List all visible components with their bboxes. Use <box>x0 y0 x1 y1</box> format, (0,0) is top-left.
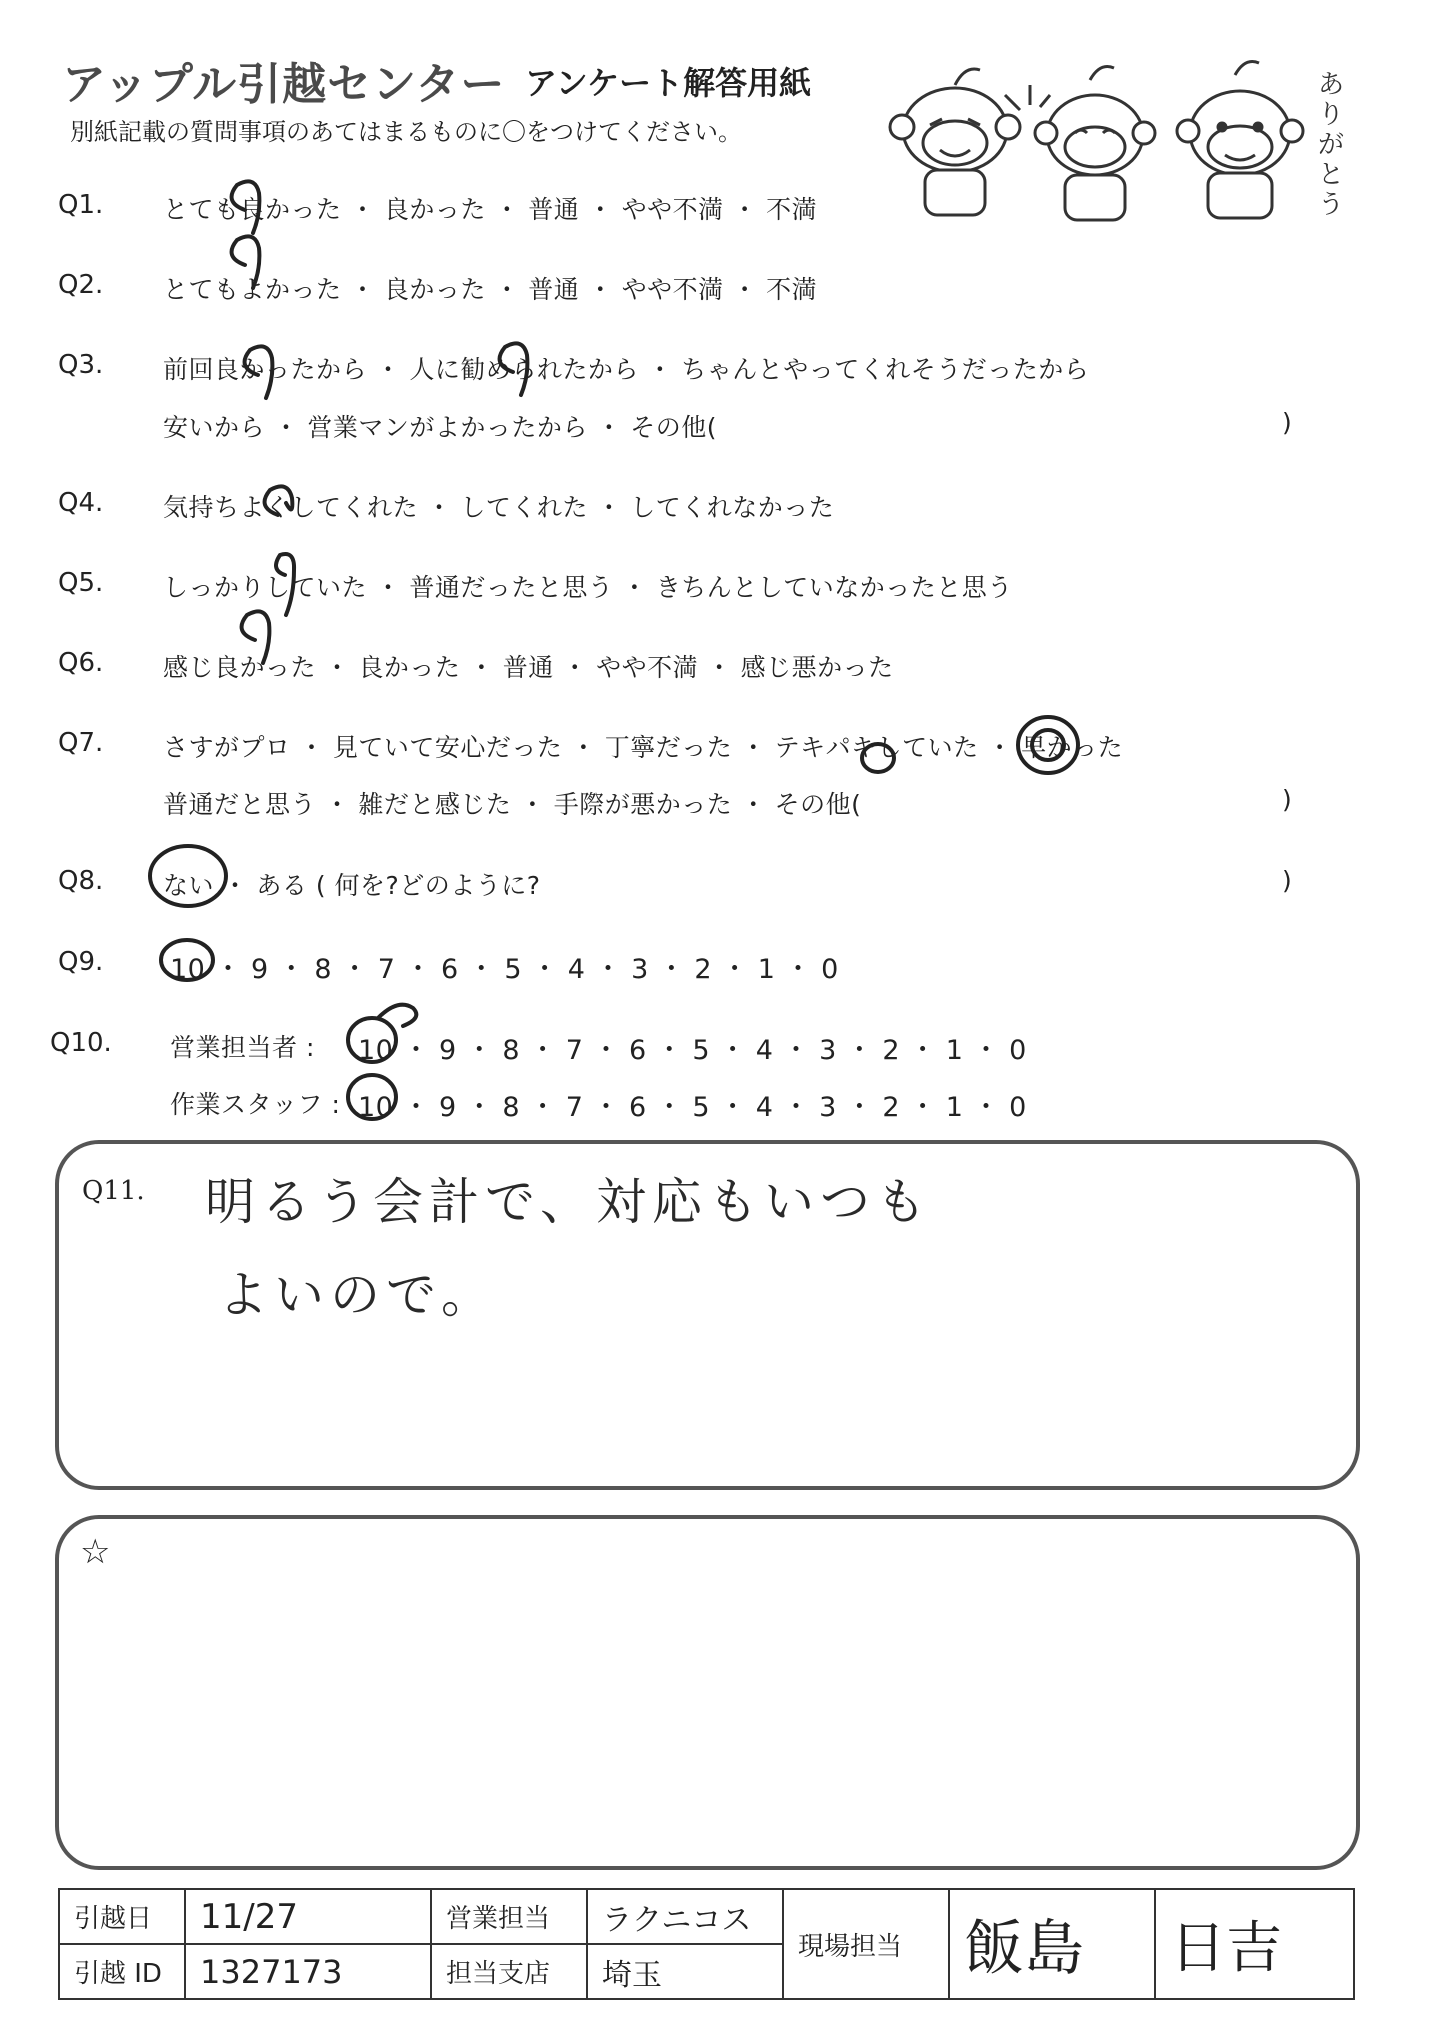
sales-label: 営業担当 <box>431 1889 587 1944</box>
mark-q7b <box>1018 717 1078 773</box>
q3-options-line1: 前回良かったから ・ 人に勧められたから ・ ちゃんとやってくれそうだったから <box>163 355 1090 384</box>
q7-options-line2: 普通だと思う ・ 雑だと感じた ・ 手際が悪かった ・ その他( <box>163 790 862 819</box>
mark-q10-sales <box>348 1018 396 1062</box>
q1-options: とても良かった ・ 良かった ・ 普通 ・ やや不満 ・ 不満 <box>163 195 818 224</box>
mark-q1 <box>232 181 260 233</box>
mark-q5 <box>276 554 294 615</box>
q10-staff-label: 作業スタッフ : <box>170 1090 341 1119</box>
q2-label: Q2. <box>58 270 104 300</box>
mark-q8 <box>150 846 226 906</box>
star-icon: ☆ <box>80 1532 111 1572</box>
mark-q3a <box>245 346 273 398</box>
mark-q6 <box>242 611 270 663</box>
move-id-label: 引越 ID <box>59 1944 185 1999</box>
branch-value: 埼玉 <box>587 1944 783 1999</box>
q8-close-paren: ) <box>1282 866 1292 895</box>
q1-label: Q1. <box>58 190 104 220</box>
sales-value: ラクニコス <box>587 1889 783 1944</box>
q3-label: Q3. <box>58 350 104 380</box>
form-subtitle: アンケート解答用紙 <box>525 64 812 102</box>
mark-q3b <box>500 343 528 395</box>
q5-label: Q5. <box>58 568 104 598</box>
mark-q4 <box>265 486 293 515</box>
mark-q7b-inner <box>1032 730 1064 760</box>
branch-label: 担当支店 <box>431 1944 587 1999</box>
mark-q9 <box>161 940 213 980</box>
q8-label: Q8. <box>58 866 104 896</box>
q6-options: 感じ良かった ・ 良かった ・ 普通 ・ やや不満 ・ 感じ悪かった <box>163 653 894 682</box>
q3-options-line2: 安いから ・ 営業マンがよかったから ・ その他( <box>163 413 718 442</box>
mark-q7a <box>862 744 894 772</box>
form-title: アップル引越センター <box>62 59 506 110</box>
mascot-caption: ありがとう <box>1318 70 1345 220</box>
q11-handwritten-line2: よいので。 <box>218 1266 497 1324</box>
q10-sales-label: 営業担当者 : <box>170 1033 315 1062</box>
site-value-2: 日吉 <box>1155 1889 1354 1999</box>
q4-options: 気持ちよくしてくれた ・ してくれた ・ してくれなかった <box>163 493 835 522</box>
star-comment-box <box>55 1515 1360 1870</box>
q8-options: ない ・ ある ( 何を?どのように? <box>163 871 541 900</box>
q11-label: Q11. <box>82 1176 145 1206</box>
move-date-label: 引越日 <box>59 1889 185 1944</box>
q11-handwritten-line1: 明るう会計で、対応もいつも <box>205 1173 932 1231</box>
q9-label: Q9. <box>58 947 104 977</box>
move-id-value: 1327173 <box>185 1944 431 1999</box>
form-instruction: 別紙記載の質問事項のあてはまるものに〇をつけてください。 <box>70 118 742 146</box>
q10-label: Q10. <box>50 1028 112 1058</box>
q10-sales-scale: 10 ・ 9 ・ 8 ・ 7 ・ 6 ・ 5 ・ 4 ・ 3 ・ 2 ・ 1 ・ 0 <box>358 1035 1027 1066</box>
q3-close-paren: ) <box>1282 408 1292 437</box>
q9-scale: 10 ・ 9 ・ 8 ・ 7 ・ 6 ・ 5 ・ 4 ・ 3 ・ 2 ・ 1 ・ 0 <box>170 954 839 985</box>
q7-label: Q7. <box>58 728 104 758</box>
q2-options: とてもよかった ・ 良かった ・ 普通 ・ やや不満 ・ 不満 <box>163 275 818 304</box>
move-date-value: 11/27 <box>185 1889 431 1944</box>
q10-staff-scale: 10 ・ 9 ・ 8 ・ 7 ・ 6 ・ 5 ・ 4 ・ 3 ・ 2 ・ 1 ・ 0 <box>358 1092 1027 1123</box>
move-info-table <box>58 1888 1355 2000</box>
q7-close-paren: ) <box>1282 785 1292 814</box>
mark-q10-staff <box>348 1075 396 1119</box>
q6-label: Q6. <box>58 648 104 678</box>
q7-options-line1: さすがプロ ・ 見ていて安心だった ・ 丁寧だった ・ テキパキしていた ・ 早かった <box>163 733 1124 762</box>
q4-label: Q4. <box>58 488 104 518</box>
q5-options: しっかりしていた ・ 普通だったと思う ・ きちんとしていなかったと思う <box>163 573 1013 602</box>
site-value-1: 飯島 <box>949 1889 1155 1999</box>
mark-q2 <box>232 236 260 288</box>
site-label: 現場担当 <box>783 1889 949 1999</box>
